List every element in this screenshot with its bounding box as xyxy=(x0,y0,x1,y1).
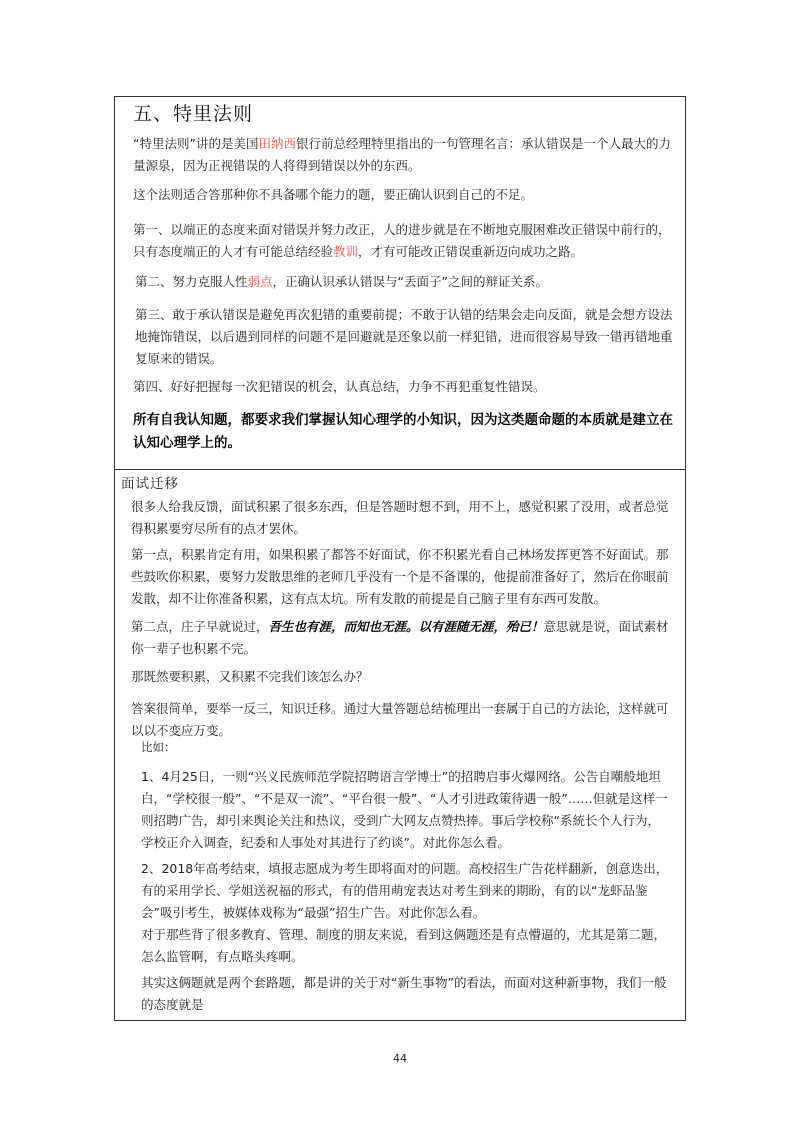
text: ，正确认识承认错误与“丢面子”之间的辩证关系。 xyxy=(272,274,548,289)
paragraph: 第四、好好把握每一次犯错误的机会，认真总结，力争不再犯重复性错误。 xyxy=(133,379,546,394)
text: 第一、以端正的态度来面对错误并努力改正，人的进步就是在不断地克服困难改正错误中前行的，只有态度端正的人才有可能总结经验 xyxy=(133,222,671,259)
conclusion-paragraph: 所有自我认知题，都要求我们掌握认知心理学的小知识，因为这类题命题的本质就是建立在认知心理学上的。 xyxy=(133,412,673,451)
section-title: 面试迁移 xyxy=(121,476,179,492)
question-paragraph: 2、2018年高考结束，填报志愿成为考生即将面对的问题。高校招生广告花样翻新，创意迭出，有的采用学长、学姐送祝福的形式，有的借用萌宠表达对考生到来的期盼，有的以“龙虾品鉴会”吸引考生，被媒体戏称为“最强”招生广告。对此你怎么看。 xyxy=(141,861,669,920)
paragraph xyxy=(131,616,671,660)
page-number: 44 xyxy=(393,1052,407,1065)
paragraph: 对于那些背了很多教育、管理、制度的朋友来说，看到这俩题还是有点懵逼的，尤其是第二题，怎么监管啊，有点略头疼啊。 xyxy=(141,927,667,964)
quote-text: 吾生也有涯，而知也无涯。以有涯随无涯，殆已！ xyxy=(268,619,544,634)
paragraph xyxy=(133,133,673,177)
text: ，才有可能改正错误重新迈向成功之路。 xyxy=(358,244,584,259)
paragraph: 比如： xyxy=(141,740,176,754)
section-title: 五、特里法则 xyxy=(133,103,254,125)
section-box-terry-law xyxy=(114,96,686,470)
paragraph: 其实这俩题就是两个套路题，都是讲的关于对“新生事物”的看法，而面对这种新事物，我们一般的态度就是 xyxy=(141,975,667,1012)
section-box-interview-transfer xyxy=(114,469,686,1021)
highlight-text: 教训 xyxy=(333,244,359,259)
paragraph: 很多人给我反馈，面试积累了很多东西，但是答题时想不到，用不上，感觉积累了没用，或者总觉得积累要穷尽所有的点才罢休。 xyxy=(131,499,669,536)
paragraph xyxy=(133,219,673,263)
paragraph: 这个法则适合答那种你不具备哪个能力的题，要正确认识到自己的不足。 xyxy=(133,187,534,202)
paragraph: 那既然要积累，又积累不完我们该怎么办？ xyxy=(131,669,369,684)
highlight-text: 田纳西 xyxy=(258,136,296,151)
text: 第二点，庄子早就说过， xyxy=(131,619,269,634)
text: 第二、努力克服人性 xyxy=(135,274,248,289)
paragraph: 答案很简单，要举一反三，知识迁移。通过大量答题总结梳理出一套属于自己的方法论，这样就可以以不变应万变。 xyxy=(131,701,669,738)
highlight-text: 弱点 xyxy=(247,274,273,289)
text: 意思就是说，面试素材你一辈子也积累不完。 xyxy=(131,619,669,656)
paragraph: 第一点，积累肯定有用，如果积累了都答不好面试，你不积累光看自己林场发挥更答不好面试。那些鼓吹你积累，要努力发散思维的老师几乎没有一个是不备课的，他提前准备好了，然后在你眼前发散，却不让你准备积累，这有点太坑。所有发散的前提是自己脑子里有东西可发散。 xyxy=(131,547,669,606)
text: 银行前总经理特里指出的一句管理名言：承认错误是一个人最大的力量源泉，因为正视错误的人将得到错误以外的东西。 xyxy=(133,136,671,173)
paragraph xyxy=(135,271,675,293)
question-paragraph: 1、4月25日，一则“兴义民族师范学院招聘语言学博士”的招聘启事火爆网络。公告自嘲般地坦白，“学校很一般”、“不是双一流”、“平台很一般”、“人才引进政策待遇一般”……但就是这样一则招聘广告，却引来舆论关注和热议，受到广大网友点赞热捧。事后学校称“系統长个人行为，学校正介入调查，纪委和人事处对其进行了约谈”。对此你怎么看。 xyxy=(141,769,668,850)
text: “特里法则”讲的是美国 xyxy=(133,136,259,151)
paragraph: 第三、敢于承认错误是避免再次犯错的重要前提；不敢于认错的结果会走向反面，就是会想方设法地掩饰错误，以后遇到同样的问题不是回避就是还象以前一样犯错，进而很容易导致一错再错地重复原来的错误。 xyxy=(135,307,673,366)
